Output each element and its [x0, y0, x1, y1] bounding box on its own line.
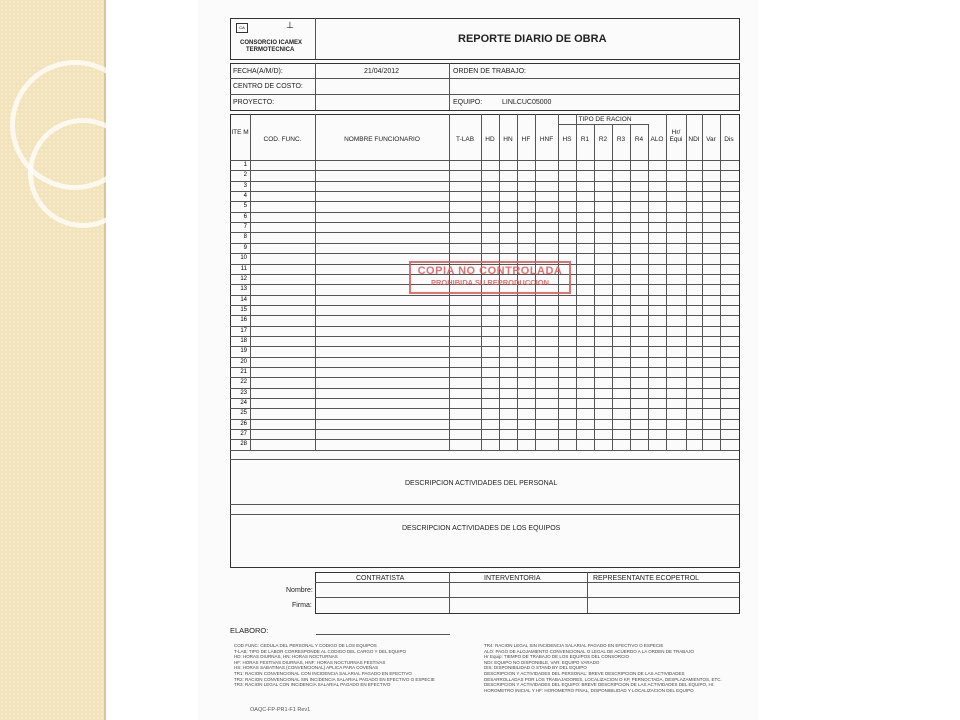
- stamp-line-1: COPIA NO CONTROLADA: [417, 265, 563, 277]
- row-number: 3: [243, 182, 247, 189]
- column-line: [612, 124, 613, 450]
- row-line: [230, 450, 739, 451]
- legend-line: NDI: EQUIPO NO DISPONIBLE, VAR: EQUIPO VARADO: [484, 659, 600, 665]
- column-line: [686, 114, 687, 450]
- decorative-ring-small: [28, 118, 138, 228]
- column-header: Hr/ Equi: [669, 129, 683, 143]
- column-header: HF: [521, 136, 531, 143]
- representante-label: REPRESENTANTE ECOPETROL: [593, 575, 700, 582]
- row-line: [230, 388, 739, 389]
- column-line: [648, 124, 649, 450]
- elaboro-line: [316, 634, 450, 635]
- column-header: ALO: [650, 136, 664, 143]
- column-header: ITE M: [231, 129, 249, 136]
- sig-div-1: [449, 572, 450, 613]
- row-line: [230, 336, 739, 337]
- interventoria-label: INTERVENTORIA: [484, 575, 541, 582]
- column-line: [576, 114, 577, 450]
- row-number: 24: [240, 400, 247, 407]
- row-number: 18: [240, 337, 247, 344]
- row-line: [230, 243, 739, 244]
- row-number: 1: [243, 162, 247, 168]
- column-header: R1: [580, 136, 590, 143]
- legend-line: HF: HORAS FESTIVAS DIURNAS, HNF: HORAS NOCTURNAS FESTIVAS: [234, 659, 386, 665]
- row-line: [230, 439, 739, 440]
- column-line: [250, 114, 251, 450]
- firma-label: Firma:: [292, 602, 312, 609]
- elaboro-label: ELABORO:: [230, 626, 269, 635]
- legend-right: [484, 643, 722, 693]
- column-header: HD: [485, 136, 495, 143]
- row-number: 16: [240, 317, 247, 324]
- column-line: [666, 114, 667, 450]
- proyecto-label: PROYECTO:: [233, 99, 275, 106]
- column-header: NOMBRE FUNCIONARIO: [344, 136, 420, 143]
- row-line: [230, 181, 739, 182]
- column-line: [630, 124, 631, 450]
- legend-line: TR1: RACION CONVENCIONAL CON INCIDENCIA SALARIAL PAGADO EN EFECTIVO: [234, 670, 412, 676]
- row-line: [230, 191, 739, 192]
- header-divider: [315, 18, 316, 59]
- info-divider-2: [449, 63, 450, 110]
- row-line: [230, 357, 739, 358]
- footer-code: OAQC-FP-PR1-F1 Rev1: [250, 707, 311, 713]
- legend-line: ALO: PAGO DE ALOJAMIENTO CONVENCIONAL O LEGAL DE ACUERDO A LA ORDEN DE TRABAJO: [484, 648, 694, 654]
- company-name-2: TERMOTECNICA: [246, 47, 295, 53]
- column-line: [702, 114, 703, 450]
- row-line: [230, 326, 739, 327]
- column-header: HS: [562, 136, 572, 143]
- row-line: [230, 408, 739, 409]
- row-line: [230, 305, 739, 306]
- row-number: 9: [243, 244, 247, 251]
- legend-line: DIS: DISPONIBILIDAD O STAND BY DEL EQUIPO: [484, 665, 587, 671]
- header-bottom-line: [230, 160, 739, 161]
- column-line: [315, 114, 316, 450]
- row-line: [230, 315, 739, 316]
- row-line: [230, 377, 739, 378]
- column-header: Dis: [724, 136, 734, 143]
- legend-left: [234, 643, 435, 688]
- fecha-value: 21/04/2012: [364, 68, 400, 75]
- legend-line: HOROMETRO INICIAL Y HF: HOROMETRO FINAL, DISPONIBILIDAD Y LOCALIZACION DEL EQUIPO: [484, 687, 694, 693]
- row-line: [230, 398, 739, 399]
- tipo-racion-underline: [558, 124, 648, 125]
- legend-line: DESCRIPCION Y ACTIVIDADES DEL PERSONAL: BREVE DESCRIPCION DE LAS ACTIVIDADES: [484, 670, 685, 676]
- legend-line: DESARROLLADAS POR LOS TRABAJADORES, LOCALIZACION O KP, PERNOCTADA, DESPLAZAMIENTOS, ETC.: [484, 676, 722, 682]
- legend-line: T-LAB: TIPO DE LABOR CORRESPONDE AL CODIGO DEL CARGO Y DEL EQUIPO: [234, 648, 407, 654]
- row-line: [230, 170, 739, 171]
- legend-line: HD: HORAS DIURNAS, HN: HORAS NOCTURNAS: [234, 654, 338, 660]
- column-line: [720, 114, 721, 450]
- row-number: 23: [240, 389, 247, 396]
- contratista-label: CONTRATISTA: [356, 575, 405, 582]
- legend-line: TR2: RACION CONVENCIONAL SIN INCIDENCIA SALARIAL PAGADO EN EFECTIVO O ESPECIE: [234, 676, 435, 682]
- row-number: 7: [243, 224, 247, 231]
- legend-line: HS: HORAS SABATINAS (CONVENCIONAL) APLICA PARA COVEÑAS: [234, 665, 379, 671]
- row-number: 8: [243, 234, 247, 241]
- sig-line-2: [315, 597, 739, 598]
- row-line: [230, 419, 739, 420]
- row-number: 15: [240, 306, 247, 313]
- stamp-line-2: PROHIBIDA SU REPRODUCCION: [430, 278, 550, 287]
- tower-icon: ⊥: [286, 20, 294, 30]
- row-number: 27: [240, 431, 247, 438]
- main-table: [230, 114, 740, 568]
- orden-label: ORDEN DE TRABAJO:: [453, 68, 526, 75]
- row-line: [230, 295, 739, 296]
- column-header: R2: [598, 136, 608, 143]
- nombre-label: Nombre:: [286, 587, 313, 594]
- company-name-1: CONSORCIO ICAMEX: [240, 40, 303, 46]
- row-line: [230, 253, 739, 254]
- row-line: [230, 201, 739, 202]
- fecha-label: FECHA(A/M/D):: [233, 68, 283, 75]
- column-header: HN: [503, 136, 513, 143]
- row-number: 21: [240, 369, 247, 375]
- row-number: 25: [240, 410, 247, 417]
- column-header: HNF: [539, 136, 554, 143]
- column-line: [594, 124, 595, 450]
- equipo-label: EQUIPO:: [453, 99, 483, 106]
- row-line: [230, 232, 739, 233]
- equipo-value: LINLCUC05000: [502, 99, 552, 106]
- column-header: Var: [706, 136, 716, 143]
- centro-label: CENTRO DE COSTO:: [233, 83, 303, 90]
- column-header: NDI: [688, 136, 700, 143]
- section-equipos-top: [230, 504, 739, 505]
- row-number: 11: [240, 265, 247, 272]
- row-number: 4: [243, 193, 247, 200]
- row-number: 26: [240, 420, 247, 427]
- row-number: 6: [243, 213, 247, 220]
- company-logo-icon: CA: [236, 23, 248, 33]
- info-line-2: [230, 94, 739, 95]
- section-personal-title: DESCRIPCION ACTIVIDADES DEL PERSONAL: [405, 480, 558, 487]
- row-number: 13: [240, 286, 247, 293]
- row-number: 19: [240, 348, 247, 355]
- section-equipos-line: [230, 514, 739, 515]
- row-line: [230, 346, 739, 347]
- row-line: [230, 429, 739, 430]
- row-number: 22: [240, 379, 247, 386]
- row-number: 10: [240, 255, 247, 262]
- legend-line: TR4: RACION LEGAL SIN INCIDENCIA SALARIAL PAGADO EN EFECTIVO O ESPECIE: [484, 643, 664, 648]
- column-header: R3: [616, 136, 626, 143]
- row-line: [230, 212, 739, 213]
- legend-line: TR3: RACION LEGAL CON INCIDENCIA SALARIAL PAGADO EN EFECTIVO: [234, 682, 391, 688]
- row-line: [230, 367, 739, 368]
- uncontrolled-copy-stamp: [409, 261, 571, 294]
- form-title: REPORTE DIARIO DE OBRA: [458, 33, 607, 45]
- column-header: T-LAB: [455, 136, 475, 143]
- legend-line: COD FUNC: CEDULA DEL PERSONAL Y CODIGO DE LOS EQUIPOS: [234, 643, 377, 648]
- row-line: [230, 222, 739, 223]
- tipo-racion-header: TIPO DE RACION: [578, 116, 632, 123]
- row-number: 28: [240, 441, 247, 448]
- info-line-1: [230, 78, 739, 79]
- legend-line: DESCRIPCION Y ACTIVIDADES DEL EQUIPO: BREVE DESCRIPCION DE LAS ACTIVIDADES DEL EQUIPO, HI:: [484, 682, 715, 688]
- info-divider-1: [315, 63, 316, 110]
- section-equipos-title: DESCRIPCION ACTIVIDADES DE LOS EQUIPOS: [402, 525, 561, 532]
- row-number: 20: [240, 358, 247, 365]
- row-number: 5: [243, 203, 247, 210]
- legend-line: Hr Equip: TIEMPO DE TRABAJO DE LOS EQUIPOS DEL CONSORCIO: [484, 654, 629, 660]
- column-header: R4: [634, 136, 644, 143]
- row-number: 17: [240, 327, 247, 334]
- sig-div-2: [587, 572, 588, 613]
- row-number: 14: [240, 296, 247, 303]
- row-number: 2: [243, 172, 247, 179]
- row-number: 12: [240, 275, 247, 282]
- section-personal-line: [230, 459, 739, 460]
- column-header: COD. FUNC.: [263, 136, 302, 143]
